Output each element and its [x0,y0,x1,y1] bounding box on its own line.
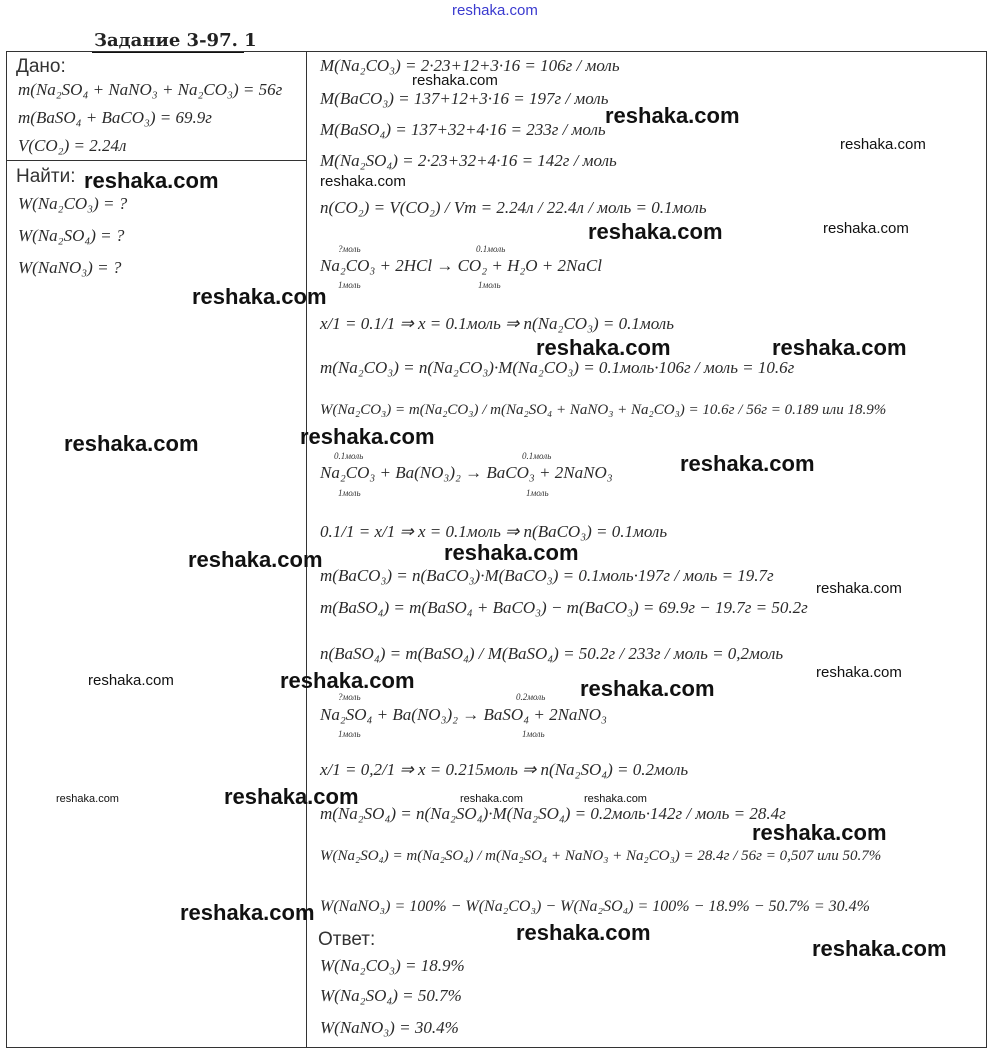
reaction-mark: 0.2моль [516,692,546,702]
watermark: reshaka.com [823,220,909,237]
solution-line: m(Na₂CO₃) = n(Na₂CO₃)·M(Na₂CO₃) = 0.1моль·106г / моль = 10.6г [320,358,795,377]
watermark: reshaka.com [444,540,579,565]
solution-line: M(Na₂CO₃) = 2·23+12+3·16 = 106г / моль [320,56,620,75]
given-find-divider [6,160,306,161]
site-header-link[interactable]: reshaka.com [452,2,538,19]
find-line: W(Na₂SO₄) = ? [18,226,125,245]
find-line: W(NaNO₃) = ? [18,258,122,277]
solution-line: 0.1/1 = x/1 ⇒ x = 0.1моль ⇒ n(BaCO₃) = 0.1моль [320,522,668,541]
reaction-mark: 0.1моль [522,451,552,461]
watermark: reshaka.com [772,335,907,360]
watermark: reshaka.com [64,431,199,456]
watermark: reshaka.com [584,793,647,805]
watermark: reshaka.com [588,219,723,244]
answer-line: W(Na₂CO₃) = 18.9% [320,956,465,975]
solution-line: n(CO₂) = V(CO₂) / Vm = 2.24л / 22.4л / моль = 0.1моль [320,198,707,217]
solution-line: M(BaCO₃) = 137+12+3·16 = 197г / моль [320,89,609,108]
solution-line: x/1 = 0,2/1 ⇒ x = 0.215моль ⇒ n(Na₂SO₄) = 0.2моль [320,760,689,779]
find-label: Найти: [16,166,76,187]
watermark: reshaka.com [192,284,327,309]
watermark: reshaka.com [180,900,315,925]
reaction-mark: ?моль [338,244,361,254]
watermark: reshaka.com [460,793,523,805]
answer-label: Ответ: [318,929,376,950]
given-line: m(Na₂SO₄ + NaNO₃ + Na₂CO₃) = 56г [18,80,283,99]
given-line: m(BaSO₄ + BaCO₃) = 69.9г [18,108,212,127]
solution-line: W(Na₂SO₄) = m(Na₂SO₄) / m(Na₂SO₄ + NaNO₃ + Na₂CO₃) = 28.4г / 56г = 0,507 или 50.7% [320,848,882,864]
solution-line: n(BaSO₄) = m(BaSO₄) / M(BaSO₄) = 50.2г / 233г / моль = 0,2моль [320,644,784,663]
watermark: reshaka.com [816,664,902,681]
reaction-mark: 1моль [526,488,549,498]
watermark: reshaka.com [88,672,174,689]
reaction-equation: Na₂CO₃ + 2HCl → CO₂ + H₂O + 2NaCl [320,256,602,275]
watermark: reshaka.com [224,784,359,809]
watermark: reshaka.com [56,793,119,805]
watermark: reshaka.com [280,668,415,693]
watermark: reshaka.com [300,424,435,449]
watermark: reshaka.com [840,136,926,153]
solution-line: W(NaNO₃) = 100% − W(Na₂CO₃) − W(Na₂SO₄) = 100% − 18.9% − 50.7% = 30.4% [320,898,871,915]
watermark: reshaka.com [188,547,323,572]
solution-line: W(Na₂CO₃) = m(Na₂CO₃) / m(Na₂SO₄ + NaNO₃ + Na₂CO₃) = 10.6г / 56г = 0.189 или 18.9% [320,402,887,418]
reaction-mark: 1моль [478,280,501,290]
solution-line: m(BaCO₃) = n(BaCO₃)·M(BaCO₃) = 0.1моль·197г / моль = 19.7г [320,566,774,585]
watermark: reshaka.com [84,168,219,193]
watermark: reshaka.com [320,173,406,190]
watermark: reshaka.com [812,936,947,961]
reaction-mark: 0.1моль [334,451,364,461]
reaction-mark: 0.1моль [476,244,506,254]
reaction-mark: ?моль [338,692,361,702]
task-title: Задание 3-97. 1 [94,30,257,51]
reaction-mark: 1моль [338,280,361,290]
solution-line: m(Na₂SO₄) = n(Na₂SO₄)·M(Na₂SO₄) = 0.2моль·142г / моль = 28.4г [320,804,786,823]
reaction-mark: 1моль [522,729,545,739]
answer-line: W(Na₂SO₄) = 50.7% [320,986,462,1005]
solution-line: x/1 = 0.1/1 ⇒ x = 0.1моль ⇒ n(Na₂CO₃) = 0.1моль [320,314,674,333]
solution-line: M(BaSO₄) = 137+32+4·16 = 233г / моль [320,120,606,139]
watermark: reshaka.com [816,580,902,597]
find-line: W(Na₂CO₃) = ? [18,194,128,213]
watermark: reshaka.com [605,103,740,128]
reaction-mark: 1моль [338,729,361,739]
watermark: reshaka.com [680,451,815,476]
reaction-equation: Na₂SO₄ + Ba(NO₃)₂ → BaSO₄ + 2NaNO₃ [320,705,607,724]
reaction-mark: 1моль [338,488,361,498]
answer-line: W(NaNO₃) = 30.4% [320,1018,459,1037]
solution-line: M(Na₂SO₄) = 2·23+32+4·16 = 142г / моль [320,151,617,170]
given-line: V(CO₂) = 2.24л [18,136,127,155]
watermark: reshaka.com [752,820,887,845]
given-label: Дано: [16,56,66,77]
watermark: reshaka.com [412,72,498,89]
watermark: reshaka.com [536,335,671,360]
watermark: reshaka.com [516,920,651,945]
watermark: reshaka.com [580,676,715,701]
reaction-equation: Na₂CO₃ + Ba(NO₃)₂ → BaCO₃ + 2NaNO₃ [320,463,613,482]
solution-line: m(BaSO₄) = m(BaSO₄ + BaCO₃) − m(BaCO₃) = 69.9г − 19.7г = 50.2г [320,598,808,617]
